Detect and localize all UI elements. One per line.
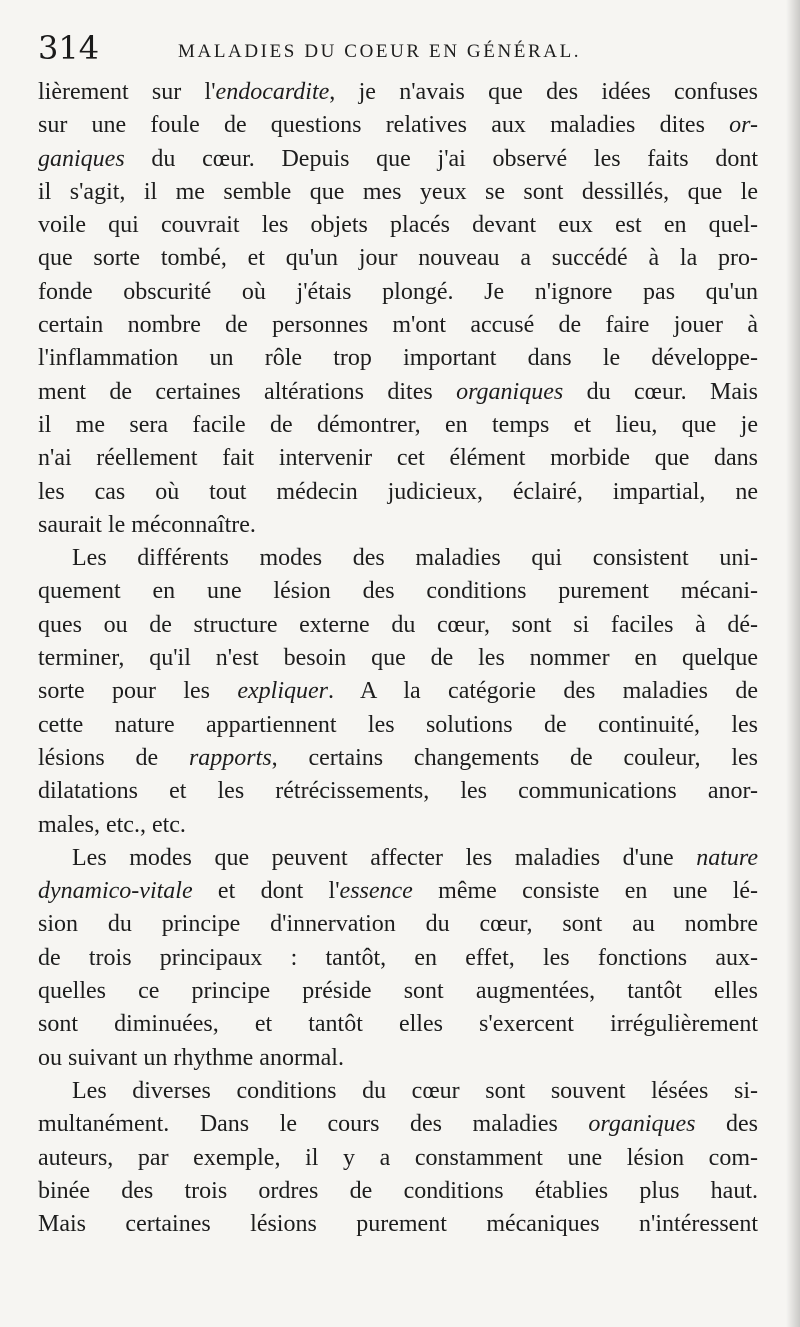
text-run: des — [695, 1111, 759, 1138]
italic-text: expliquer — [237, 678, 328, 705]
text-line — [38, 575, 758, 608]
text-run: même consiste en une lé- — [412, 878, 759, 905]
text-line — [38, 209, 758, 242]
text-run: voile qui couvrait les objets placés devant eux est en quel- — [38, 212, 758, 239]
italic-text: dynamico-vitale — [38, 878, 193, 905]
text-run: terminer, qu'il n'est besoin que de les nommer en quelque — [38, 645, 758, 672]
text-run: auteurs, par exemple, il y a constamment une lésion com- — [38, 1144, 758, 1171]
text-line — [38, 1108, 758, 1141]
text-run: certain nombre de personnes m'ont accusé de faire jouer à — [38, 312, 758, 339]
italic-text: nature — [696, 844, 758, 871]
text-line — [38, 742, 758, 775]
text-run: fonde obscurité où j'étais plongé. Je n'ignore pas qu'un — [38, 278, 758, 305]
text-run: sur une foule de questions relatives aux maladies dites — [38, 112, 730, 139]
text-line — [38, 442, 758, 475]
text-run: les cas où tout médecin judicieux, éclairé, impartial, ne — [38, 478, 758, 505]
text-line — [38, 476, 758, 509]
text-run: n'ai réellement fait intervenir cet élément morbide que dans — [38, 445, 758, 472]
text-run: cette nature appartiennent les solutions de continuité, les — [38, 711, 758, 738]
text-run: ou suivant un rhythme anormal. — [38, 1044, 344, 1071]
text-run: et dont l' — [192, 878, 340, 905]
text-line — [38, 1142, 758, 1175]
text-line — [38, 642, 758, 675]
text-line — [38, 908, 758, 941]
text-line — [38, 842, 758, 875]
text-line — [38, 875, 758, 908]
text-run: , certains changements de couleur, les — [271, 744, 758, 771]
text-run: saurait le méconnaître. — [38, 511, 256, 538]
text-run: dilatations et les rétrécissements, les communications anor- — [38, 778, 758, 805]
italic-text: organiques — [588, 1111, 696, 1138]
text-line — [38, 775, 758, 808]
text-run: multanément. Dans le cours des maladies — [38, 1111, 589, 1138]
text-run: ment de certaines altérations dites — [38, 378, 457, 405]
text-line — [38, 1042, 758, 1075]
text-run: Les différents modes des maladies qui consistent uni- — [72, 545, 758, 572]
text-line — [38, 509, 758, 542]
text-run: il me sera facile de démontrer, en temps et lieu, que je — [38, 411, 758, 438]
text-run: du cœur. Depuis que j'ai observé les faits dont — [124, 145, 758, 172]
text-run: lésions de — [38, 744, 189, 771]
text-line — [38, 309, 758, 342]
body-text — [38, 76, 758, 1241]
text-run: sion du principe d'innervation du cœur, sont au nombre — [38, 911, 758, 938]
italic-text: ganiques — [38, 145, 125, 172]
text-line — [38, 409, 758, 442]
text-run: l'inflammation un rôle trop important dans le développe- — [38, 345, 758, 372]
text-run: binée des trois ordres de conditions établies plus haut. — [38, 1177, 758, 1204]
text-line — [38, 376, 758, 409]
text-line — [38, 709, 758, 742]
page-edge-shadow — [786, 0, 800, 1327]
text-line — [38, 242, 758, 275]
text-run: que sorte tombé, et qu'un jour nouveau a succédé à la pro- — [38, 245, 758, 272]
running-title: MALADIES DU COEUR EN GÉNÉRAL. — [178, 41, 582, 62]
italic-text: endocardite — [215, 79, 330, 105]
text-run: sorte pour les — [38, 678, 238, 705]
text-line — [38, 176, 758, 209]
text-run: lièrement sur l' — [38, 79, 216, 105]
italic-text: organiques — [456, 378, 564, 405]
text-run: , je n'avais que des idées confuses — [329, 79, 758, 105]
text-run: il s'agit, il me semble que mes yeux se sont dessillés, que le — [38, 178, 758, 205]
text-line — [38, 342, 758, 375]
text-line — [38, 975, 758, 1008]
text-line — [38, 1175, 758, 1208]
text-run: quement en une lésion des conditions purement mécani- — [38, 578, 758, 605]
text-run: Les diverses conditions du cœur sont souvent lésées si- — [72, 1077, 758, 1104]
text-line — [38, 76, 758, 109]
text-line — [38, 143, 758, 176]
page-number: 314 — [38, 29, 100, 67]
text-line — [38, 276, 758, 309]
text-line — [38, 1075, 758, 1108]
text-line — [38, 609, 758, 642]
text-line — [38, 942, 758, 975]
italic-text: essence — [339, 878, 413, 905]
text-run: . A la catégorie des maladies de — [328, 678, 758, 705]
text-run: Mais certaines lésions purement mécaniques n'intéressent — [38, 1211, 758, 1238]
italic-text: or- — [729, 112, 758, 139]
text-run: du cœur. Mais — [563, 378, 758, 405]
text-line — [38, 1008, 758, 1041]
text-run: Les modes que peuvent affecter les maladies d'une — [72, 844, 697, 871]
text-line — [38, 675, 758, 708]
text-line — [38, 109, 758, 142]
italic-text: rapports — [188, 744, 272, 771]
text-line — [38, 1208, 758, 1241]
text-run: de trois principaux : tantôt, en effet, les fonctions aux- — [38, 944, 758, 971]
text-run: males, etc., etc. — [38, 811, 186, 838]
text-line — [38, 809, 758, 842]
running-head — [38, 28, 768, 68]
text-line — [38, 542, 758, 575]
text-run: ques ou de structure externe du cœur, sont si faciles à dé- — [38, 611, 758, 638]
text-run: sont diminuées, et tantôt elles s'exercent irrégulièrement — [38, 1011, 758, 1038]
text-run: quelles ce principe préside sont augmentées, tantôt elles — [38, 978, 758, 1005]
